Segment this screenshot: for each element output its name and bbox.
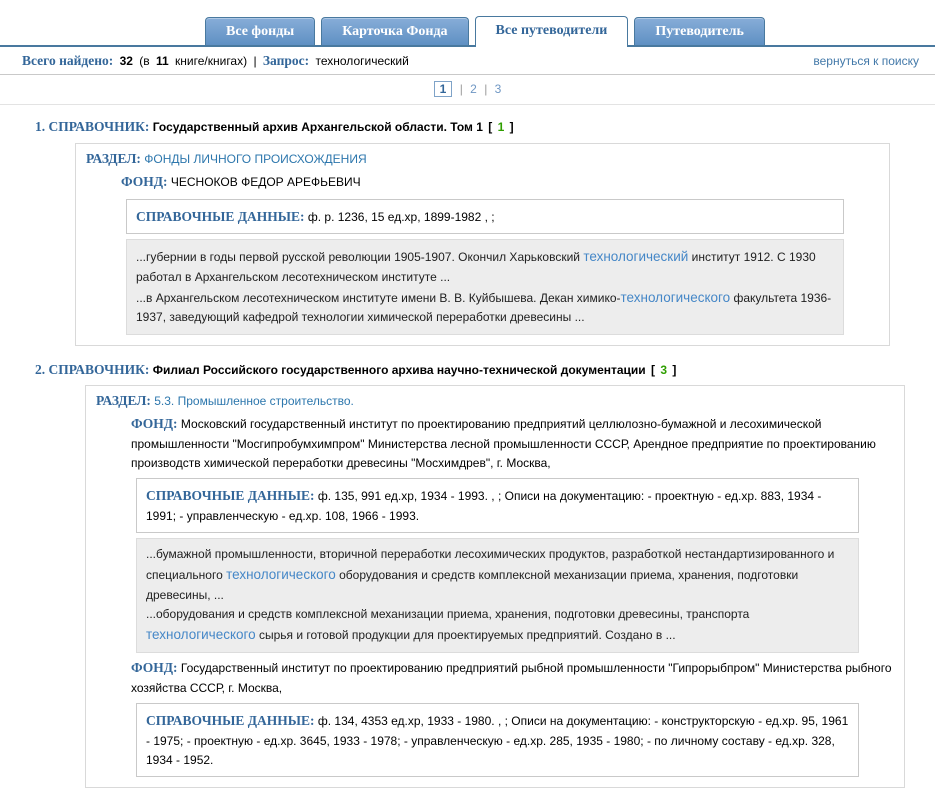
result-box bbox=[75, 143, 890, 346]
page-separator: | bbox=[459, 82, 463, 96]
query-value: технологический bbox=[315, 54, 409, 68]
fond-row bbox=[131, 658, 894, 698]
snippet-box: ...губернии в годы первой русской революции 1905-1907. Окончил Харьковский технологический институт 1912. С 1930 работал в Архангельском лесотехническом институте ... ...в Архангельском лесотехническом институте имени В. В. Куйбышева. Декан химико-технологического факультета 1936-1937, заведующий кафедрой технологии химической переработки древесины ... bbox=[126, 239, 844, 335]
bracket-open: [ bbox=[651, 362, 656, 377]
hit-count: 3 bbox=[660, 362, 668, 377]
tab-all-guides[interactable]: Все путеводители bbox=[475, 16, 629, 47]
summary-row bbox=[0, 47, 935, 75]
spravochnik-label: СПРАВОЧНИК: bbox=[48, 361, 150, 377]
reference-data-box bbox=[136, 703, 859, 777]
page-link-2[interactable]: 2 bbox=[470, 82, 477, 96]
fond-label: ФОНД: bbox=[131, 416, 178, 432]
highlighted-term: технологического bbox=[226, 567, 336, 583]
razdel-link[interactable]: ФОНДЫ ЛИЧНОГО ПРОИСХОЖДЕНИЯ bbox=[144, 151, 367, 166]
fond-name: Московский государственный институт по проектированию предприятий целлюлозно-бумажной и лесохимической промышленности "Мосгипробумхимпром" Министерства лесной промышленности СССР, Арендное предприятие по проектированию производств химической переработки древесины "Мосхимдрев", г. Москва, bbox=[131, 417, 876, 470]
reference-data-value: ф. р. 1236, 15 ед.хр, 1899-1982 , ; bbox=[307, 209, 495, 224]
reference-data-value: ф. 135, 991 ед.хр, 1934 - 1993. , ; Описи на документацию: - проектную - ед.хр. 883, 1934 - 1991; - управленческую - ед.хр. 108, 1966 - 1993. bbox=[146, 489, 822, 523]
found-in-pre: (в bbox=[139, 54, 150, 68]
page-current[interactable]: 1 bbox=[434, 81, 453, 97]
found-count: 32 bbox=[119, 54, 133, 68]
highlighted-term: технологический bbox=[583, 249, 689, 265]
result-heading bbox=[35, 361, 935, 379]
results-list bbox=[0, 105, 935, 788]
result-title: Государственный архив Архангельской области. Том 1 bbox=[152, 120, 483, 134]
result-box bbox=[85, 385, 905, 788]
query-label: Запрос: bbox=[262, 53, 310, 68]
razdel-label: РАЗДЕЛ: bbox=[86, 150, 141, 166]
result-item-1 bbox=[0, 118, 935, 346]
razdel-label: РАЗДЕЛ: bbox=[96, 393, 151, 409]
reference-data-value: ф. 134, 4353 ед.хр, 1933 - 1980. , ; Описи на документацию: - конструкторскую - ед.хр. 95, 1961 - 1975; - проектную - ед.хр. 3645, 1933 - 1978; - управленческую - ед.хр. 285, 1935 - 1980; - по личному составу - ед.хр. 328, 1934 - 1952. bbox=[146, 714, 849, 768]
hit-count: 1 bbox=[497, 120, 505, 134]
found-in-post: книге/книгах) bbox=[175, 54, 248, 68]
fond-label: ФОНД: bbox=[121, 173, 168, 189]
razdel-link[interactable]: 5.3. Промышленное строительство. bbox=[154, 394, 354, 409]
books-count: 11 bbox=[156, 54, 169, 68]
fond-label: ФОНД: bbox=[131, 659, 178, 675]
bracket-open: [ bbox=[488, 120, 493, 134]
result-item-2 bbox=[0, 361, 935, 788]
reference-data-box bbox=[136, 478, 859, 533]
result-title: Филиал Российского государственного архива научно-технической документации bbox=[152, 362, 646, 377]
summary-text bbox=[22, 53, 412, 69]
back-to-search-link[interactable]: вернуться к поиску bbox=[813, 54, 919, 68]
fond-row bbox=[131, 414, 894, 472]
result-number: 1. bbox=[35, 119, 46, 134]
result-number: 2. bbox=[35, 361, 46, 377]
page-link-3[interactable]: 3 bbox=[494, 82, 502, 96]
snippet-box: ...бумажной промышленности, вторичной переработки лесохимических продуктов, разработкой нестандартизированного и специального технологического оборудования и средств комплексной механизации приема, хранения, подготовки древесины, ... ...оборудования и средств комплексной механизации приема, хранения, подготовки древесины, транспорта технологического сырья и готовой продукции для проектируемых предприятий. Создано в ... bbox=[136, 538, 859, 653]
highlighted-term: технологического bbox=[620, 289, 731, 305]
reference-data-box bbox=[126, 199, 844, 235]
tab-fund-card[interactable]: Карточка Фонда bbox=[321, 17, 468, 45]
bracket-close: ] bbox=[672, 362, 677, 377]
razdel-row bbox=[86, 151, 879, 167]
reference-data-label: СПРАВОЧНЫЕ ДАННЫЕ: bbox=[146, 713, 315, 729]
fond-name: ЧЕСНОКОВ ФЕДОР АРЕФЬЕВИЧ bbox=[170, 174, 361, 189]
page-separator: | bbox=[484, 82, 488, 96]
fond-row bbox=[121, 172, 879, 193]
highlighted-term: технологического bbox=[146, 627, 256, 643]
summary-separator: | bbox=[253, 54, 257, 68]
tab-bar bbox=[0, 0, 935, 47]
spravochnik-label: СПРАВОЧНИК: bbox=[48, 119, 150, 134]
found-label: Всего найдено: bbox=[22, 53, 114, 68]
razdel-row bbox=[96, 393, 894, 409]
tab-all-funds[interactable]: Все фонды bbox=[205, 17, 315, 45]
result-heading bbox=[35, 118, 935, 136]
tab-guide[interactable]: Путеводитель bbox=[634, 17, 765, 45]
bracket-close: ] bbox=[509, 120, 514, 134]
pagination bbox=[0, 75, 935, 105]
reference-data-label: СПРАВОЧНЫЕ ДАННЫЕ: bbox=[136, 208, 305, 224]
fond-name: Государственный институт по проектированию предприятий рыбной промышленности "Гипрорыбпром" Министерства рыбного хозяйства СССР, г. Москва, bbox=[131, 660, 892, 695]
reference-data-label: СПРАВОЧНЫЕ ДАННЫЕ: bbox=[146, 488, 315, 504]
